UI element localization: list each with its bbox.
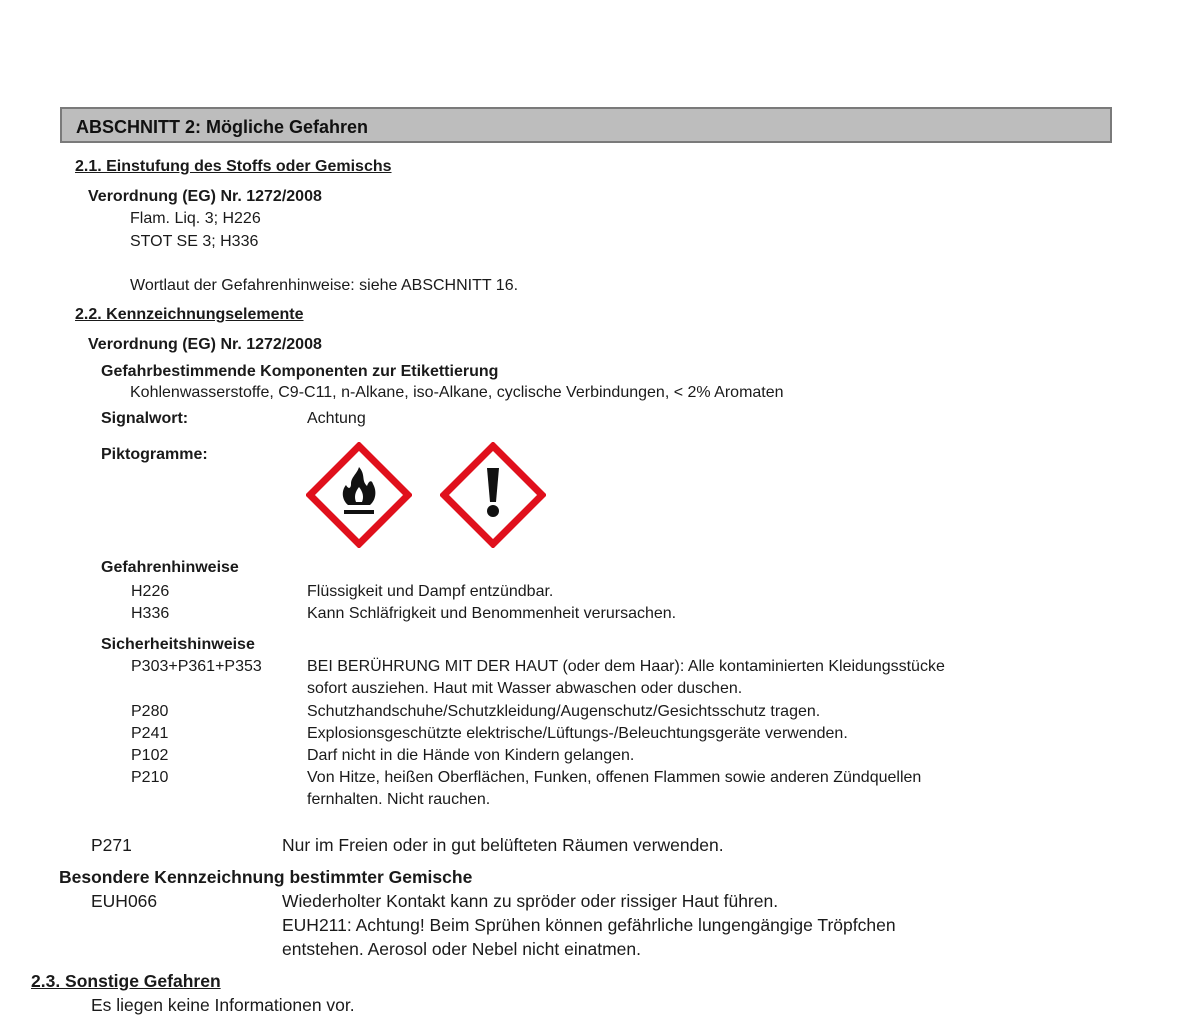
- precaution-text: BEI BERÜHRUNG MIT DER HAUT (oder dem Haar): Alle kontaminierten Kleidungsstücke: [307, 658, 945, 675]
- exclamation-mark-icon: [440, 442, 546, 548]
- precaution-code: P271: [91, 835, 132, 855]
- flame-icon: [306, 442, 412, 548]
- section-title: ABSCHNITT 2: Mögliche Gefahren: [76, 117, 369, 137]
- precautionary-statements-label: Sicherheitshinweise: [101, 636, 255, 653]
- other-hazards-text: Es liegen keine Informationen vor.: [91, 995, 355, 1015]
- regulation-label: Verordnung (EG) Nr. 1272/2008: [88, 188, 322, 205]
- precaution-code: P241: [131, 725, 169, 742]
- precaution-code: P210: [131, 769, 169, 786]
- hazard-code: H226: [131, 583, 170, 600]
- subsection-heading-2-2: 2.2. Kennzeichnungselemente: [75, 306, 304, 323]
- subsection-heading-2-3: 2.3. Sonstige Gefahren: [31, 971, 221, 991]
- signal-word-value: Achtung: [307, 410, 366, 427]
- precaution-text: Darf nicht in die Hände von Kindern gelangen.: [307, 747, 635, 764]
- precaution-text-cont: sofort ausziehen. Haut mit Wasser abwaschen oder duschen.: [307, 680, 743, 697]
- components-label: Gefahrbestimmende Komponenten zur Etikettierung: [101, 363, 499, 380]
- precaution-code: P280: [131, 703, 169, 720]
- special-labeling-label: Besondere Kennzeichnung bestimmter Gemische: [59, 867, 473, 887]
- signal-word-label: Signalwort:: [101, 410, 189, 427]
- precaution-code: P303+P361+P353: [131, 658, 262, 675]
- hazard-statements-label: Gefahrenhinweise: [101, 559, 239, 576]
- hazard-text: Kann Schläfrigkeit und Benommenheit verursachen.: [307, 605, 677, 622]
- precaution-text-cont: fernhalten. Nicht rauchen.: [307, 791, 491, 808]
- pictograms-label: Piktogramme:: [101, 446, 208, 463]
- precaution-text: Von Hitze, heißen Oberflächen, Funken, offenen Flammen sowie anderen Zündquellen: [307, 769, 922, 786]
- precaution-text: Nur im Freien oder in gut belüfteten Räumen verwenden.: [282, 835, 724, 855]
- special-text-cont: entstehen. Aerosol oder Nebel nicht einatmen.: [282, 939, 641, 959]
- precaution-text: Schutzhandschuhe/Schutzkleidung/Augenschutz/Gesichtsschutz tragen.: [307, 703, 821, 720]
- special-code: EUH066: [91, 891, 158, 911]
- hazard-text: Flüssigkeit und Dampf entzündbar.: [307, 583, 554, 600]
- classification-item: STOT SE 3; H336: [130, 233, 259, 250]
- classification-item: Flam. Liq. 3; H226: [130, 210, 261, 227]
- special-text: Wiederholter Kontakt kann zu spröder oder rissiger Haut führen.: [282, 891, 779, 911]
- special-text-cont: EUH211: Achtung! Beim Sprühen können gefährliche lungengängige Tröpfchen: [282, 915, 896, 935]
- precaution-text: Explosionsgeschützte elektrische/Lüftungs-/Beleuchtungsgeräte verwenden.: [307, 725, 848, 742]
- hazard-text-note: Wortlaut der Gefahrenhinweise: siehe ABSCHNITT 16.: [130, 277, 519, 294]
- subsection-heading-2-1: 2.1. Einstufung des Stoffs oder Gemischs: [75, 158, 392, 175]
- regulation-label: Verordnung (EG) Nr. 1272/2008: [88, 336, 322, 353]
- precaution-code: P102: [131, 747, 169, 764]
- components-value: Kohlenwasserstoffe, C9-C11, n-Alkane, iso-Alkane, cyclische Verbindungen, < 2% Aromaten: [130, 384, 784, 401]
- section-header-bar: [60, 107, 1112, 143]
- hazard-code: H336: [131, 605, 170, 622]
